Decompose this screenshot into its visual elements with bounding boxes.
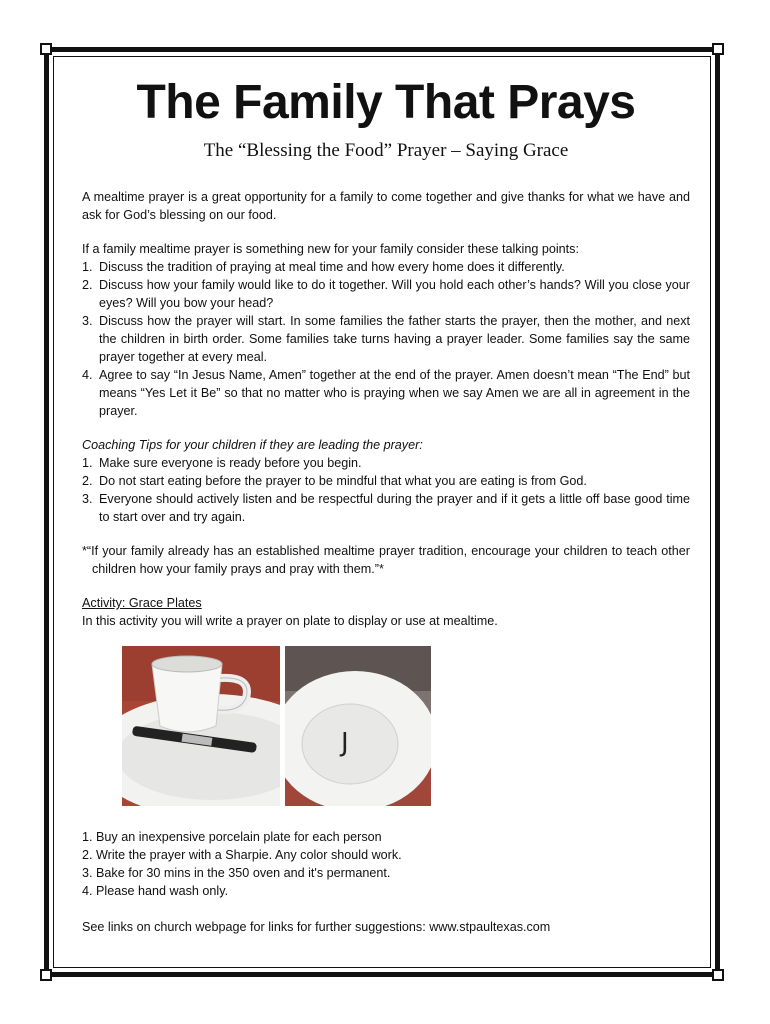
corner-ornament <box>40 43 52 55</box>
list-item: 2. Write the prayer with a Sharpie. Any color should work. <box>82 848 402 862</box>
activity-intro: In this activity you will write a prayer on plate to display or use at mealtime. <box>82 614 498 628</box>
list-item: 3. Bake for 30 mins in the 350 oven and it's permanent. <box>82 866 391 880</box>
list-item: 3. Everyone should actively listen and be respectful during the prayer and if it gets a little off base good time to start over and try again. <box>82 492 690 524</box>
corner-ornament <box>40 969 52 981</box>
plate-letter: J <box>341 728 349 758</box>
list-item: 4. Please hand wash only. <box>82 884 229 898</box>
activity-steps-list <box>82 828 690 900</box>
page-subtitle: The “Blessing the Food” Prayer – Saying Grace <box>203 140 569 161</box>
page-content <box>82 74 690 936</box>
list-item: 4. Agree to say “In Jesus Name, Amen” together at the end of the prayer. Amen doesn’t mean “The End” but means “Yes Let it Be” so that no matter who is praying when we say Amen we are all in agreement in the prayer. <box>82 368 690 418</box>
list-item: 2. Do not start eating before the prayer to be mindful that what you are eating is from God. <box>82 474 587 488</box>
tradition-note: *“If your family already has an established mealtime prayer tradition, encourage your children to teach other children how your family prays and pray with them.”* <box>82 544 690 576</box>
list-item: 1. Buy an inexpensive porcelain plate for each person <box>82 830 382 844</box>
list-item: 1. Make sure everyone is ready before you begin. <box>82 456 362 470</box>
coaching-heading: Coaching Tips for your children if they are leading the prayer: <box>82 438 423 452</box>
lettered-plate-photo <box>285 646 431 806</box>
corner-ornament <box>712 43 724 55</box>
activity-heading: Activity: Grace Plates <box>82 596 202 610</box>
talking-points-intro: If a family mealtime prayer is something new for your family consider these talking points: <box>82 242 579 256</box>
corner-ornament <box>712 969 724 981</box>
cup-and-plate-photo <box>122 646 280 806</box>
footer-links-text: See links on church webpage for links for further suggestions: www.stpaultexas.com <box>82 920 551 934</box>
intro-paragraph: A mealtime prayer is a great opportunity for a family to come together and give thanks for what we have and ask for God’s blessing on our food. <box>82 190 690 222</box>
page-title: The Family That Prays <box>136 76 636 129</box>
list-item: 1. Discuss the tradition of praying at meal time and how every home does it differently. <box>82 260 565 274</box>
list-item: 3. Discuss how the prayer will start. In some families the father starts the prayer, then the mother, and next the children in birth order. Some families take turns having a prayer leader. Some families say the same prayer together at every meal. <box>82 314 690 364</box>
list-item: 2. Discuss how your family would like to do it together. Will you hold each other’s hands? Will you close your eyes? Will you bow your head? <box>82 278 690 310</box>
talking-points-list <box>82 258 690 420</box>
photo-strip <box>82 646 690 808</box>
coaching-tips-list <box>82 454 690 526</box>
